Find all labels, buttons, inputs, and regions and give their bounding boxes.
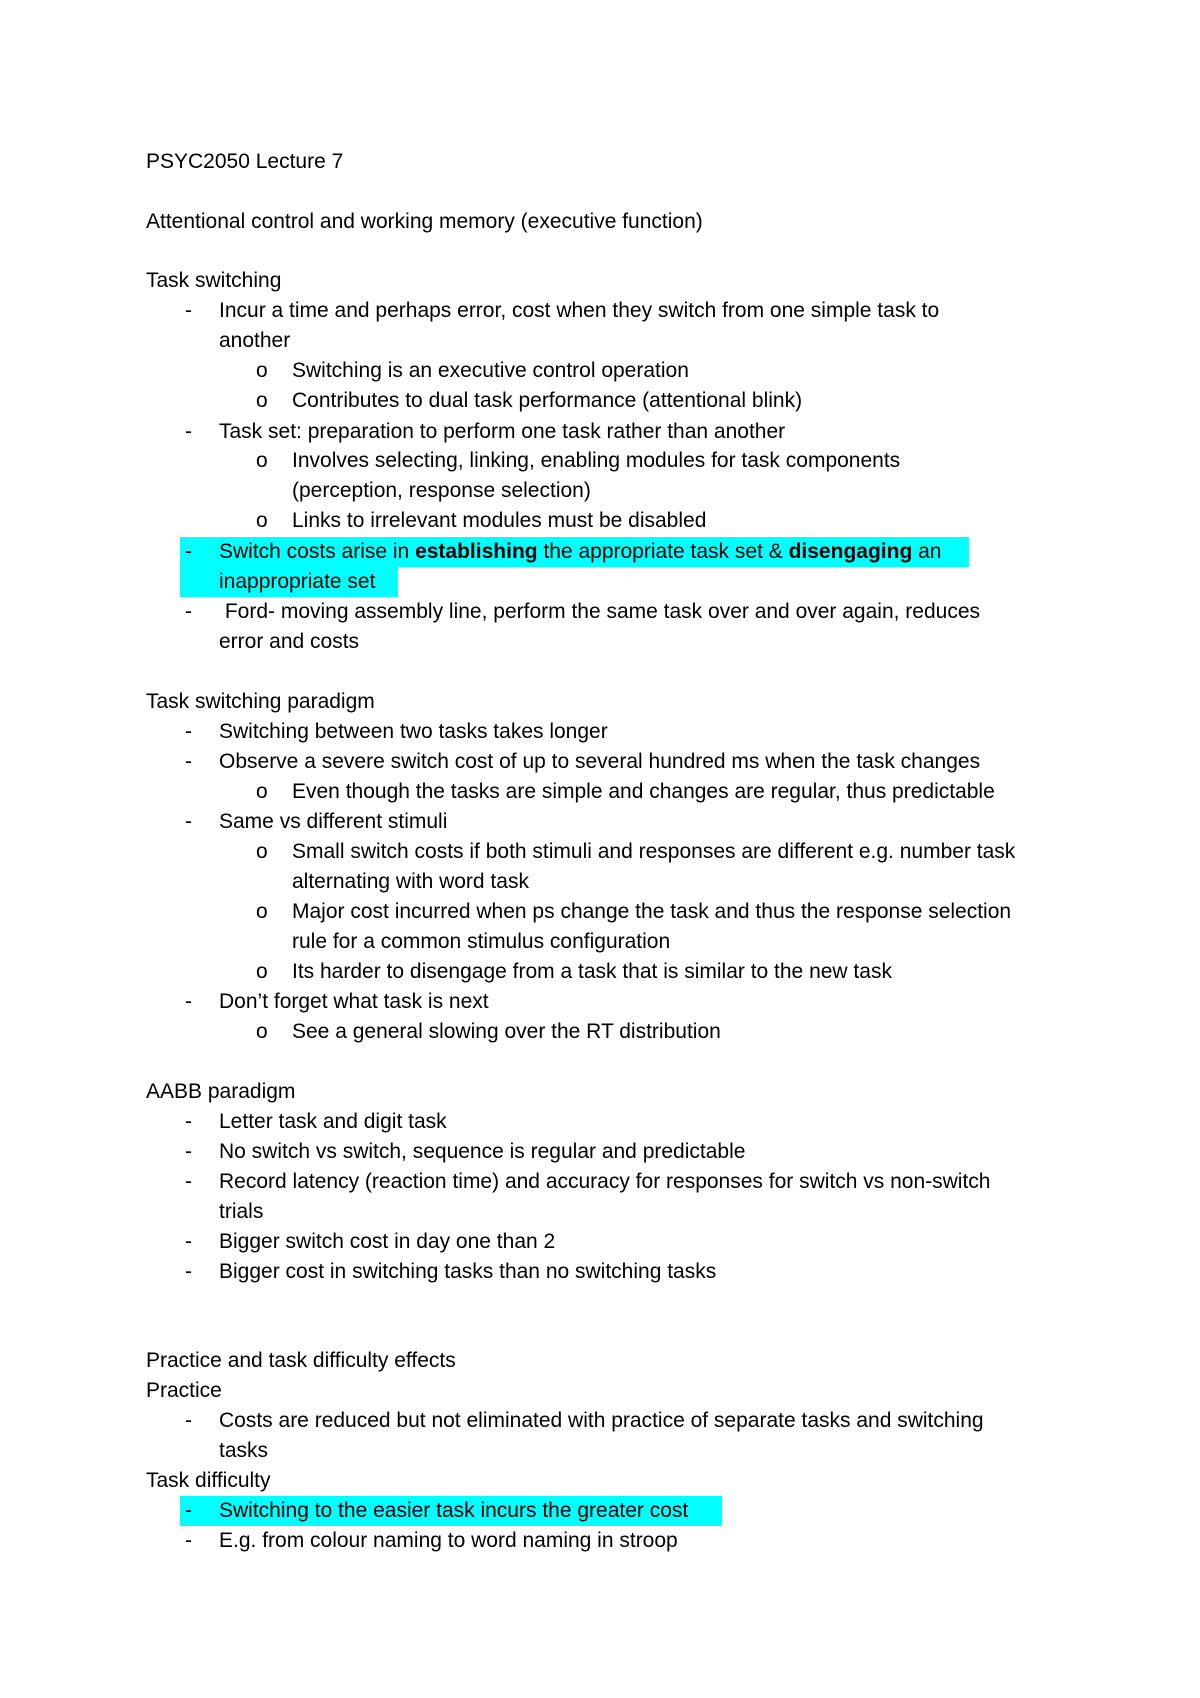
list-item: Observe a severe switch cost of up to several hundred ms when the task changes — [219, 750, 981, 773]
dash-bullet: - — [185, 540, 192, 563]
highlighted-list-item: Switching to the easier task incurs the greater cost — [219, 1499, 689, 1522]
dash-bullet: - — [185, 1170, 192, 1193]
sub-list-item-continuation: (perception, response selection) — [292, 479, 591, 502]
dash-bullet: - — [185, 1260, 192, 1283]
dash-bullet: - — [185, 1140, 192, 1163]
sub-list-item: Major cost incurred when ps change the task and thus the response selection — [292, 900, 1012, 923]
dash-bullet: - — [185, 1529, 192, 1552]
dash-bullet: - — [185, 1499, 192, 1522]
list-item: Costs are reduced but not eliminated with practice of separate tasks and switching — [219, 1409, 984, 1432]
sub-list-item: Small switch costs if both stimuli and responses are different e.g. number task — [292, 840, 1016, 863]
list-item: Same vs different stimuli — [219, 810, 448, 833]
section-heading-practice-and-difficulty: Practice and task difficulty effects — [146, 1349, 456, 1372]
dash-bullet: - — [185, 420, 192, 443]
dash-bullet: - — [185, 750, 192, 773]
bold-text-disengaging: disengaging — [788, 540, 913, 563]
text-run: the appropriate task set & — [537, 540, 789, 563]
highlighted-list-item-continuation: inappropriate set — [219, 570, 376, 593]
list-item: Bigger cost in switching tasks than no switching tasks — [219, 1260, 717, 1283]
subheading-practice: Practice — [146, 1379, 222, 1402]
list-item: Bigger switch cost in day one than 2 — [219, 1230, 556, 1253]
list-item-continuation: trials — [219, 1200, 264, 1223]
dash-bullet: - — [185, 1230, 192, 1253]
sub-list-item: Links to irrelevant modules must be disabled — [292, 509, 707, 532]
list-item-continuation: tasks — [219, 1439, 269, 1462]
bold-text-establishing: establishing — [415, 540, 538, 563]
text-run: Switch costs arise in — [219, 540, 416, 563]
highlighted-list-item — [219, 538, 941, 566]
dash-bullet: - — [185, 720, 192, 743]
list-item-continuation: another — [219, 329, 291, 352]
list-item-continuation: error and costs — [219, 630, 360, 653]
document-title: PSYC2050 Lecture 7 — [146, 150, 344, 173]
document-subtitle: Attentional control and working memory (executive function) — [146, 210, 703, 233]
section-heading-task-switching: Task switching — [146, 269, 282, 292]
sub-list-item-continuation: alternating with word task — [292, 870, 529, 893]
dash-bullet: - — [185, 299, 192, 322]
circle-bullet: o — [256, 840, 268, 863]
circle-bullet: o — [256, 389, 268, 412]
text-run: an — [912, 540, 942, 563]
subheading-task-difficulty: Task difficulty — [146, 1469, 271, 1492]
sub-list-item: See a general slowing over the RT distribution — [292, 1020, 721, 1043]
sub-list-item: Even though the tasks are simple and changes are regular, thus predictable — [292, 780, 995, 803]
sub-list-item: Switching is an executive control operation — [292, 359, 689, 382]
list-item: Record latency (reaction time) and accuracy for responses for switch vs non-switch — [219, 1170, 991, 1193]
circle-bullet: o — [256, 509, 268, 532]
list-item: Ford- moving assembly line, perform the same task over and over again, reduces — [219, 600, 981, 623]
dash-bullet: - — [185, 1409, 192, 1432]
circle-bullet: o — [256, 900, 268, 923]
sub-list-item: Its harder to disengage from a task that is similar to the new task — [292, 960, 892, 983]
list-item: Switching between two tasks takes longer — [219, 720, 608, 743]
circle-bullet: o — [256, 359, 268, 382]
list-item: No switch vs switch, sequence is regular and predictable — [219, 1140, 746, 1163]
list-item: Task set: preparation to perform one task rather than another — [219, 420, 786, 443]
dash-bullet: - — [185, 990, 192, 1013]
list-item: Don’t forget what task is next — [219, 990, 489, 1013]
dash-bullet: - — [185, 810, 192, 833]
dash-bullet: - — [185, 1110, 192, 1133]
list-item: Incur a time and perhaps error, cost when they switch from one simple task to — [219, 299, 940, 322]
sub-list-item: Involves selecting, linking, enabling modules for task components — [292, 449, 901, 472]
section-heading-task-switching-paradigm: Task switching paradigm — [146, 690, 375, 713]
circle-bullet: o — [256, 449, 268, 472]
list-item: E.g. from colour naming to word naming in stroop — [219, 1529, 678, 1552]
circle-bullet: o — [256, 1020, 268, 1043]
dash-bullet: - — [185, 600, 192, 623]
sub-list-item: Contributes to dual task performance (attentional blink) — [292, 389, 803, 412]
sub-list-item-continuation: rule for a common stimulus configuration — [292, 930, 671, 953]
section-heading-aabb-paradigm: AABB paradigm — [146, 1080, 296, 1103]
circle-bullet: o — [256, 780, 268, 803]
circle-bullet: o — [256, 960, 268, 983]
list-item: Letter task and digit task — [219, 1110, 447, 1133]
